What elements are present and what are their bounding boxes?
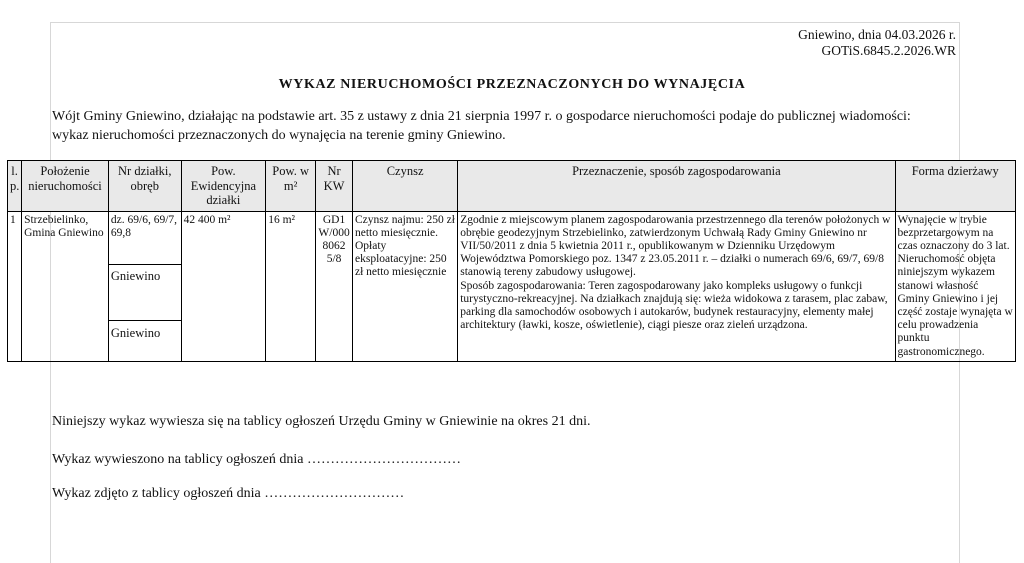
table-row	[8, 211, 1016, 361]
header-parcel: Nr działki, obręb	[108, 161, 181, 212]
cell-rent: Czynsz najmu: 250 zł netto miesięcznie. Opłaty eksploatacyjne: 250 zł netto miesięcznie	[353, 211, 458, 361]
cell-purpose	[458, 211, 895, 361]
purpose-plan-text: Zgodnie z miejscowym planem zagospodarowania przestrzennego dla terenów położonych w obrębie geodezyjnym Strzebielinko, zatwierdzonym Uchwałą Rady Gminy Gniewino nr VII/50/2011 z dnia 5 kwietnia 2011 r., opublikowanym w Dzienniku Urzędowym Województwa Pomorskiego poz. 1347 z 23.05.2011 r. – działki o numerach 69/6, 69/7, 69/8 stanowią tereny zabudowy usługowej.	[460, 213, 891, 279]
intro-paragraph: Wójt Gminy Gniewino, działając na podstawie art. 35 z ustawy z dnia 21 sierpnia 1997 r. o gospodarce nieruchomości podaje do publicznej wiadomości: wykaz nieruchomości przeznaczonych do wynajęcia na terenie gminy Gniewino.	[52, 109, 911, 143]
header-rent: Czynsz	[353, 161, 458, 212]
purpose-usage-text: Sposób zagospodarowania: Teren zagospodarowany jako kompleks usługowy o funkcji turystyczno-rekreacyjnej. Na działkach znajdują się: wieża widokowa z tarasem, plac zabaw, parking dla samochodów osobowych i autokarów, budynek restauracyjny, elementy małej architektury (ławki, kosze, oświetlenie), ciągi piesze oraz zieleń urządzona.	[460, 279, 888, 332]
header-area-registry: Pow. Ewidencyjna działki	[181, 161, 266, 212]
header-area-m2: Pow. w m²	[266, 161, 316, 212]
parcel-numbers: dz. 69/6, 69/7, 69,8	[109, 212, 181, 265]
parcel-precinct-1: Gniewino	[109, 265, 181, 321]
footer-removed-date: Wykaz zdjęto z tablicy ogłoszeń dnia …………………………	[52, 486, 405, 501]
place-date: Gniewino, dnia 04.03.2026 r.	[798, 27, 956, 42]
cell-lp: 1	[8, 211, 22, 361]
parcel-precinct-2: Gniewino	[110, 325, 161, 340]
footer-posted-date: Wykaz wywieszono na tablicy ogłoszeń dnia ……………………………	[52, 452, 461, 467]
header-purpose: Przeznaczenie, sposób zagospodarowania	[458, 161, 895, 212]
property-table	[7, 160, 1016, 362]
footer-posting-period: Niniejszy wykaz wywiesza się na tablicy ogłoszeń Urzędu Gminy w Gniewinie na okres 21 dni.	[52, 414, 591, 429]
cell-area-registry: 42 400 m²	[181, 211, 266, 361]
header-lease-form: Forma dzierżawy	[895, 161, 1016, 212]
header-lp: l. p.	[8, 161, 22, 212]
reference-number: GOTiS.6845.2.2026.WR	[821, 43, 956, 58]
cell-parcel	[108, 211, 181, 361]
document-title: WYKAZ NIERUCHOMOŚCI PRZEZNACZONYCH DO WYNAJĘCIA	[278, 77, 746, 92]
cell-lease-form: Wynajęcie w trybie bezprzetargowym na czas oznaczony do 3 lat. Nieruchomość objęta niniejszym wykazem stanowi własność Gminy Gniewino i jej część zostaje wynajęta w celu prowadzenia punktu gastronomicznego.	[895, 211, 1016, 361]
header-kw: Nr KW	[316, 161, 353, 212]
header-location: Położenie nieruchomości	[22, 161, 109, 212]
document-header	[798, 27, 956, 59]
cell-area-m2: 16 m²	[266, 211, 316, 361]
cell-kw: GD1W/00080625/8	[316, 211, 353, 361]
table-header-row	[8, 161, 1016, 212]
cell-location: Strzebielinko, Gmina Gniewino	[22, 211, 109, 361]
